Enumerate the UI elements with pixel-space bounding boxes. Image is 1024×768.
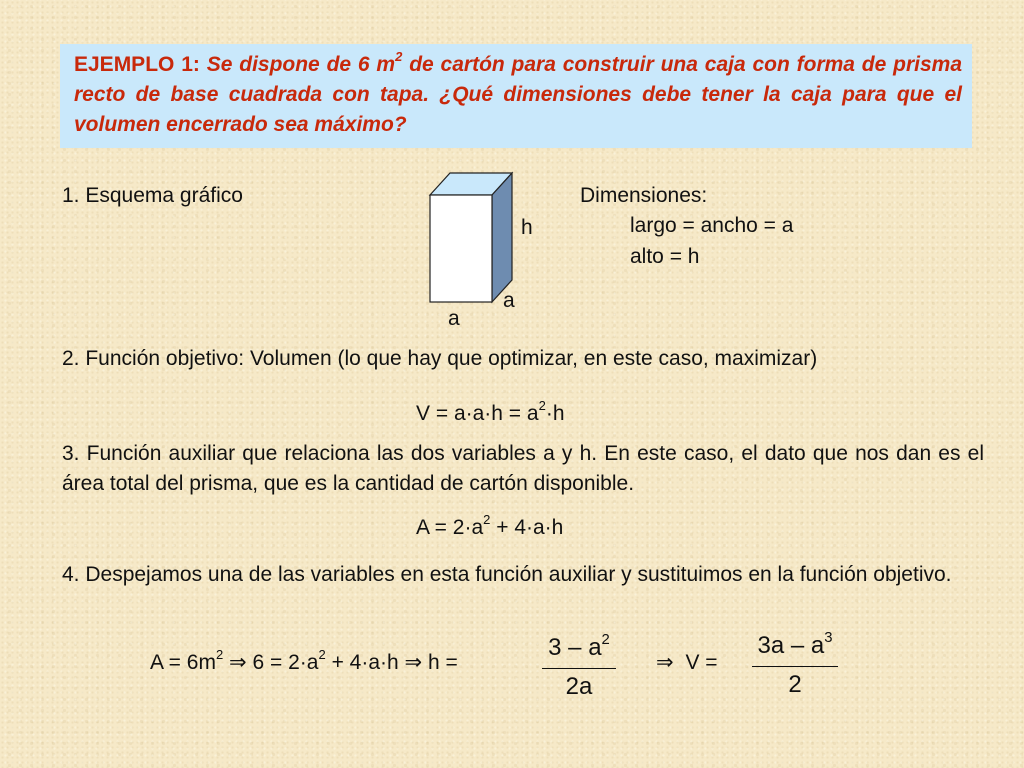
area-formula-sup: 2 [483,512,491,528]
eq-area-value: A = 6m [150,651,216,674]
step3-text: 3. Función auxiliar que relaciona las dos variables a y h. En este caso, el dato que nos dan es el área total del prisma, que es la cantidad de cartón disponible. [62,442,984,495]
fraction-h-numerator [542,632,616,664]
area-formula [416,513,563,543]
dimension-alto: alto = h [630,245,700,268]
volume-formula-main: V = a·a·h = a [416,402,539,425]
step1-label: 1. Esquema gráfico [62,184,243,207]
prism-front-face [430,195,492,302]
example-statement-sup: 2 [395,49,403,65]
fraction-h-numerator-text: 3 – a [548,634,602,661]
eq-area-expansion: 6 = 2·a [252,651,319,674]
fraction-v-bar [752,666,838,667]
dimension-largo-ancho: largo = ancho = a [630,214,794,237]
fraction-h-denominator: 2a [565,673,593,700]
substitution-equation [150,648,458,678]
step2-text: 2. Función objetivo: Volumen (lo que hay que optimizar, en este caso, maximizar) [62,347,818,370]
dimensions-title: Dimensiones: [580,184,708,207]
volume-formula-sup: 2 [538,398,546,414]
implies-arrow-3: ⇒ [656,651,674,674]
example-statement-box [60,44,972,148]
step4-text: 4. Despejamos una de las variables en esta función auxiliar y sustituimos en la función objetivo. [62,563,952,586]
example-statement-part2: de cartón para construir una caja con forma de prisma recto de base cuadrada con tapa. ¿Qué dimensiones debe tener la caja para que el volumen encerrado sea máximo? [74,53,963,136]
fraction-h-numerator-sup: 2 [601,631,610,648]
volume-substitution [656,648,718,678]
fraction-v-numerator [752,630,838,662]
area-formula-part2: + 4·a·h [496,516,564,539]
eq-area-value-sup: 2 [215,647,224,663]
eq-h-label: h = [427,651,458,674]
eq-v-label: V = [685,651,718,674]
implies-arrow-2: ⇒ [404,651,423,674]
volume-formula-tail: ·h [545,402,565,425]
diagram-label-h: h [521,216,533,239]
fraction-v-numerator-text: 3a – a [757,632,825,659]
prism-side-face [492,173,512,302]
example-label: EJEMPLO 1: [74,53,200,76]
eq-area-expansion-tail: + 4·a·h [331,651,399,674]
fraction-v-denominator: 2 [788,671,802,698]
fraction-v-numerator-sup: 3 [824,629,833,646]
volume-formula [416,399,565,429]
fraction-h [542,632,616,703]
example-statement-part1: Se dispone de 6 m [206,53,396,76]
eq-area-expansion-sup: 2 [318,647,326,663]
fraction-v [752,630,838,701]
prism-diagram [420,165,530,305]
diagram-label-a-side: a [503,289,515,312]
implies-arrow-1: ⇒ [229,651,247,674]
area-formula-part1: A = 2·a [416,516,484,539]
diagram-label-a-front: a [448,307,460,330]
fraction-h-bar [542,668,616,669]
